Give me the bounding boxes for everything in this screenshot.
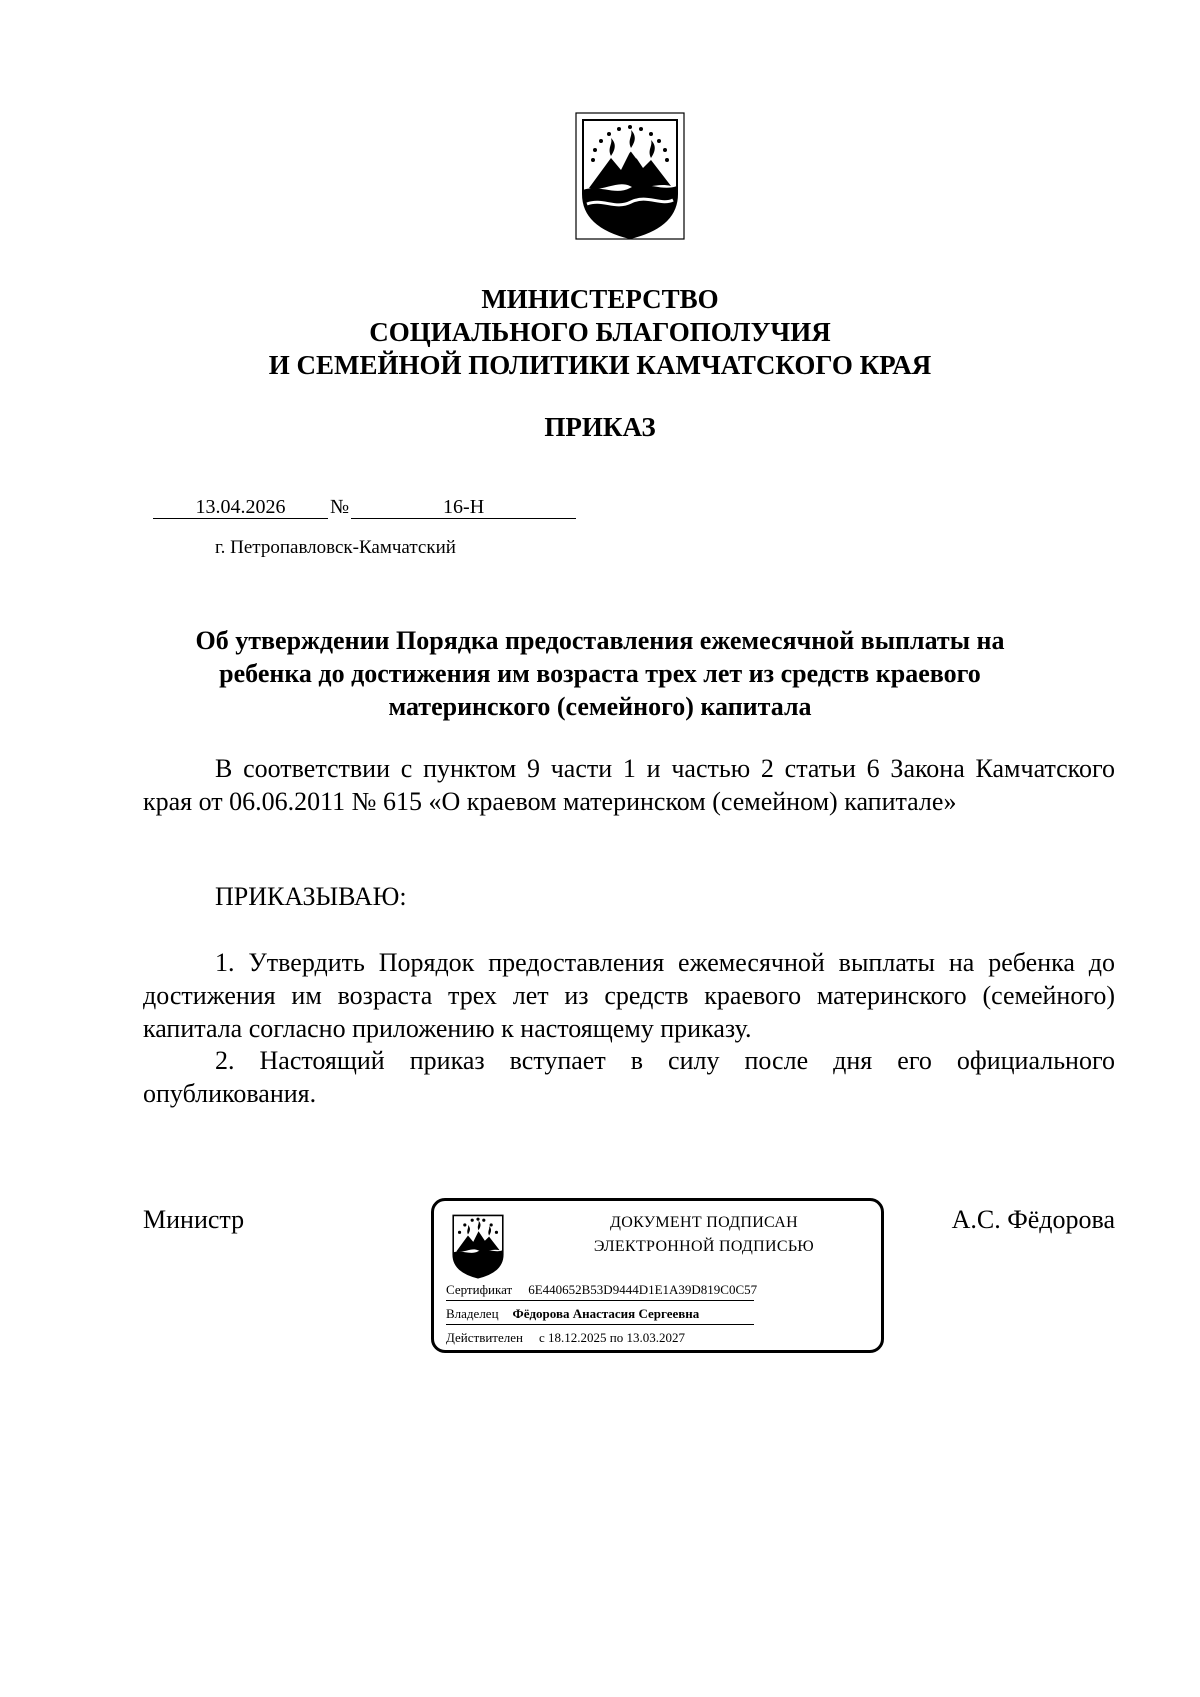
certificate-value: 6E440652B53D9444D1E1A39D819C0C57 (528, 1282, 758, 1297)
owner-value: Фёдорова Анастасия Сергеевна (512, 1306, 700, 1321)
stamp-certificate-row (446, 1281, 757, 1299)
order-number: 16-Н (351, 494, 576, 519)
validity-label: Действителен (446, 1330, 523, 1345)
validity-value: с 18.12.2025 по 13.03.2027 (538, 1330, 685, 1345)
kamchatka-coat-of-arms-icon (449, 1211, 507, 1279)
signer-name: А.С. Фёдорова (951, 1205, 1115, 1234)
ministry-line-1: МИНИСТЕРСТВО (481, 284, 719, 314)
stamp-title-line-2: ЭЛЕКТРОННОЙ ПОДПИСЬЮ (593, 1238, 815, 1255)
stamp-divider (446, 1324, 754, 1325)
subject-line-2: ребенка до достижения им возраста трех лет из средств краевого (219, 659, 981, 688)
electronic-signature-stamp (431, 1198, 884, 1353)
date-number-line (153, 494, 576, 520)
stamp-divider (446, 1300, 754, 1301)
legal-basis-paragraph: В соответствии с пунктом 9 части 1 и частью 2 статьи 6 Закона Камчатского края от 06.06.2011 № 615 «О краевом материнском (семейном) капитале» (143, 754, 1115, 816)
document-type: ПРИКАЗ (544, 412, 656, 442)
number-sign: № (330, 496, 350, 518)
order-date: 13.04.2026 (153, 494, 328, 519)
ministry-line-2: СОЦИАЛЬНОГО БЛАГОПОЛУЧИЯ (369, 317, 831, 347)
order-item-1: 1. Утвердить Порядок предоставления ежемесячной выплаты на ребенка до достижения им возраста трех лет из средств краевого материнского (семейного) капитала согласно приложению к настоящему приказу. (143, 948, 1115, 1043)
decree-word: ПРИКАЗЫВАЮ: (215, 882, 407, 911)
ministry-name (0, 283, 1200, 382)
ministry-line-3: И СЕМЕЙНОЙ ПОЛИТИКИ КАМЧАТСКОГО КРАЯ (268, 350, 932, 380)
owner-label: Владелец (446, 1306, 499, 1321)
subject-line-1: Об утверждении Порядка предоставления ежемесячной выплаты на (195, 626, 1005, 655)
signer-role: Министр (143, 1205, 245, 1234)
stamp-validity-row (446, 1329, 685, 1347)
order-item-2: 2. Настоящий приказ вступает в силу после дня его официального опубликования. (143, 1046, 1115, 1108)
certificate-label: Сертификат (446, 1282, 513, 1297)
order-subject (160, 624, 1040, 723)
subject-line-3: материнского (семейного) капитала (388, 692, 812, 721)
stamp-owner-row (446, 1305, 699, 1323)
stamp-title-line-1: ДОКУМЕНТ ПОДПИСАН (610, 1214, 798, 1231)
kamchatka-coat-of-arms-icon (575, 112, 685, 240)
city: г. Петропавловск-Камчатский (215, 537, 456, 558)
